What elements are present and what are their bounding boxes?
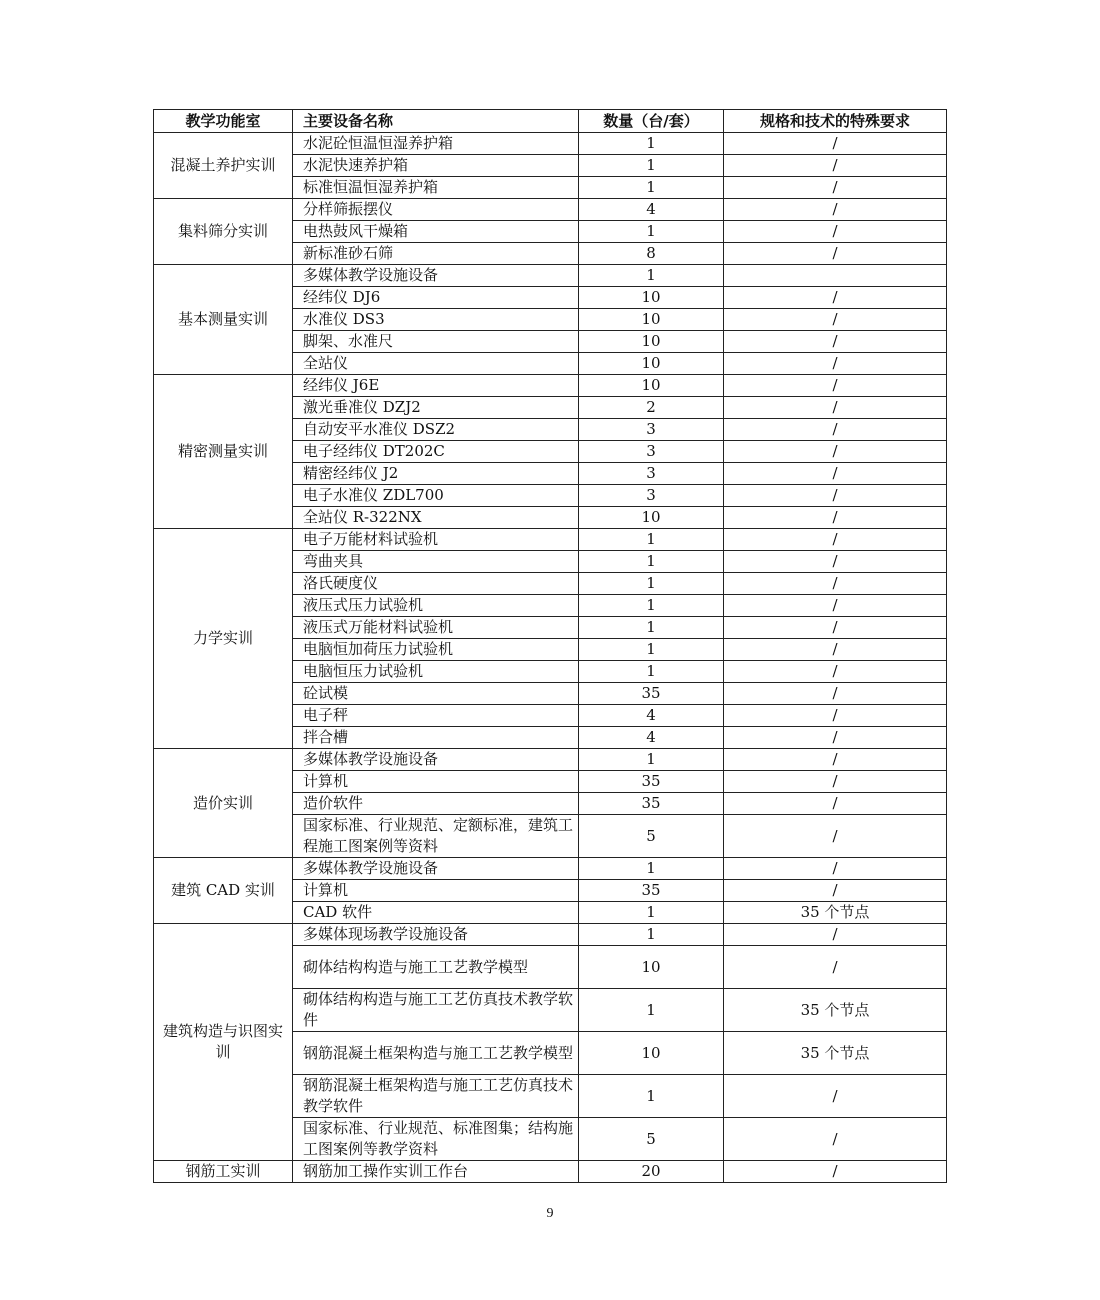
quantity-cell: 1 — [579, 551, 724, 573]
table-header-row — [154, 110, 947, 133]
table-row — [154, 529, 947, 551]
quantity-cell: 10 — [579, 507, 724, 529]
quantity-cell: 1 — [579, 177, 724, 199]
equipment-name-cell: 新标准砂石筛 — [293, 243, 579, 265]
spec-cell: / — [724, 946, 947, 989]
spec-cell: / — [724, 1075, 947, 1118]
spec-cell: / — [724, 243, 947, 265]
quantity-cell: 5 — [579, 815, 724, 858]
equipment-name-cell: 砌体结构构造与施工工艺仿真技术教学软件 — [293, 989, 579, 1032]
quantity-cell: 10 — [579, 1032, 724, 1075]
spec-cell: 35 个节点 — [724, 1032, 947, 1075]
equipment-name-cell: 电热鼓风干燥箱 — [293, 221, 579, 243]
quantity-cell: 3 — [579, 441, 724, 463]
spec-cell: / — [724, 617, 947, 639]
spec-cell: / — [724, 683, 947, 705]
spec-cell: / — [724, 595, 947, 617]
quantity-cell: 1 — [579, 858, 724, 880]
quantity-cell: 1 — [579, 989, 724, 1032]
equipment-table — [153, 109, 947, 1183]
spec-cell: 35 个节点 — [724, 989, 947, 1032]
equipment-name-cell: 洛氏硬度仪 — [293, 573, 579, 595]
spec-cell: / — [724, 793, 947, 815]
room-name-cell: 钢筋工实训 — [154, 1161, 293, 1183]
equipment-name-cell: 电子万能材料试验机 — [293, 529, 579, 551]
equipment-name-cell: 钢筋加工操作实训工作台 — [293, 1161, 579, 1183]
equipment-name-cell: 电子水准仪 ZDL700 — [293, 485, 579, 507]
equipment-name-cell: 国家标准、行业规范、定额标准，建筑工程施工图案例等资料 — [293, 815, 579, 858]
quantity-cell: 10 — [579, 331, 724, 353]
spec-cell: 35 个节点 — [724, 902, 947, 924]
equipment-name-cell: 弯曲夹具 — [293, 551, 579, 573]
quantity-cell: 10 — [579, 375, 724, 397]
equipment-name-cell: 拌合槽 — [293, 727, 579, 749]
quantity-cell: 1 — [579, 155, 724, 177]
spec-cell: / — [724, 485, 947, 507]
table-row — [154, 199, 947, 221]
spec-cell: / — [724, 353, 947, 375]
table-row — [154, 924, 947, 946]
quantity-cell: 1 — [579, 617, 724, 639]
equipment-name-cell: 水准仪 DS3 — [293, 309, 579, 331]
quantity-cell: 3 — [579, 485, 724, 507]
spec-cell: / — [724, 463, 947, 485]
spec-cell: / — [724, 287, 947, 309]
spec-cell: / — [724, 880, 947, 902]
quantity-cell: 10 — [579, 353, 724, 375]
table-row — [154, 375, 947, 397]
quantity-cell: 1 — [579, 661, 724, 683]
quantity-cell: 1 — [579, 902, 724, 924]
spec-cell: / — [724, 1161, 947, 1183]
spec-cell: / — [724, 639, 947, 661]
equipment-name-cell: 多媒体教学设施设备 — [293, 265, 579, 287]
quantity-cell: 1 — [579, 221, 724, 243]
equipment-name-cell: 电子经纬仪 DT202C — [293, 441, 579, 463]
quantity-cell: 3 — [579, 419, 724, 441]
header-spec: 规格和技术的特殊要求 — [724, 110, 947, 133]
spec-cell: / — [724, 1118, 947, 1161]
spec-cell — [724, 265, 947, 287]
equipment-name-cell: 电脑恒加荷压力试验机 — [293, 639, 579, 661]
spec-cell: / — [724, 551, 947, 573]
quantity-cell: 1 — [579, 573, 724, 595]
page-number: 9 — [546, 1206, 554, 1221]
header-equipment-name: 主要设备名称 — [293, 110, 579, 133]
equipment-name-cell: 分样筛振摆仪 — [293, 199, 579, 221]
room-name-cell: 混凝土养护实训 — [154, 133, 293, 199]
spec-cell: / — [724, 507, 947, 529]
equipment-name-cell: 电子秤 — [293, 705, 579, 727]
spec-cell: / — [724, 155, 947, 177]
equipment-name-cell: 全站仪 — [293, 353, 579, 375]
equipment-name-cell: 液压式万能材料试验机 — [293, 617, 579, 639]
equipment-name-cell: 全站仪 R-322NX — [293, 507, 579, 529]
equipment-name-cell: 自动安平水准仪 DSZ2 — [293, 419, 579, 441]
spec-cell: / — [724, 858, 947, 880]
quantity-cell: 1 — [579, 1075, 724, 1118]
equipment-name-cell: 经纬仪 DJ6 — [293, 287, 579, 309]
spec-cell: / — [724, 177, 947, 199]
quantity-cell: 35 — [579, 771, 724, 793]
room-name-cell: 造价实训 — [154, 749, 293, 858]
equipment-name-cell: 电脑恒压力试验机 — [293, 661, 579, 683]
room-name-cell: 建筑构造与识图实训 — [154, 924, 293, 1161]
quantity-cell: 4 — [579, 727, 724, 749]
quantity-cell: 10 — [579, 309, 724, 331]
table-body — [154, 133, 947, 1183]
quantity-cell: 1 — [579, 133, 724, 155]
room-name-cell: 集料筛分实训 — [154, 199, 293, 265]
quantity-cell: 1 — [579, 595, 724, 617]
spec-cell: / — [724, 771, 947, 793]
room-name-cell: 建筑 CAD 实训 — [154, 858, 293, 924]
spec-cell: / — [724, 924, 947, 946]
spec-cell: / — [724, 331, 947, 353]
quantity-cell: 35 — [579, 683, 724, 705]
equipment-name-cell: 水泥砼恒温恒湿养护箱 — [293, 133, 579, 155]
quantity-cell: 35 — [579, 793, 724, 815]
spec-cell: / — [724, 133, 947, 155]
spec-cell: / — [724, 727, 947, 749]
equipment-name-cell: 多媒体教学设施设备 — [293, 749, 579, 771]
quantity-cell: 4 — [579, 705, 724, 727]
spec-cell: / — [724, 705, 947, 727]
table-row — [154, 858, 947, 880]
table-row — [154, 265, 947, 287]
equipment-name-cell: 砼试模 — [293, 683, 579, 705]
equipment-name-cell: 多媒体现场教学设施设备 — [293, 924, 579, 946]
spec-cell: / — [724, 529, 947, 551]
quantity-cell: 1 — [579, 639, 724, 661]
spec-cell: / — [724, 221, 947, 243]
equipment-name-cell: 多媒体教学设施设备 — [293, 858, 579, 880]
quantity-cell: 1 — [579, 265, 724, 287]
equipment-name-cell: 水泥快速养护箱 — [293, 155, 579, 177]
equipment-name-cell: 国家标准、行业规范、标准图集；结构施工图案例等教学资料 — [293, 1118, 579, 1161]
header-quantity: 数量（台/套） — [579, 110, 724, 133]
equipment-name-cell: 砌体结构构造与施工工艺教学模型 — [293, 946, 579, 989]
quantity-cell: 20 — [579, 1161, 724, 1183]
quantity-cell: 1 — [579, 749, 724, 771]
equipment-name-cell: 钢筋混凝土框架构造与施工工艺仿真技术教学软件 — [293, 1075, 579, 1118]
equipment-name-cell: 精密经纬仪 J2 — [293, 463, 579, 485]
equipment-name-cell: CAD 软件 — [293, 902, 579, 924]
spec-cell: / — [724, 309, 947, 331]
table-row — [154, 749, 947, 771]
quantity-cell: 3 — [579, 463, 724, 485]
equipment-name-cell: 脚架、水准尺 — [293, 331, 579, 353]
equipment-name-cell: 造价软件 — [293, 793, 579, 815]
header-room: 教学功能室 — [154, 110, 293, 133]
spec-cell: / — [724, 419, 947, 441]
room-name-cell: 力学实训 — [154, 529, 293, 749]
room-name-cell: 基本测量实训 — [154, 265, 293, 375]
spec-cell: / — [724, 749, 947, 771]
quantity-cell: 35 — [579, 880, 724, 902]
equipment-name-cell: 钢筋混凝土框架构造与施工工艺教学模型 — [293, 1032, 579, 1075]
equipment-name-cell: 经纬仪 J6E — [293, 375, 579, 397]
quantity-cell: 5 — [579, 1118, 724, 1161]
spec-cell: / — [724, 573, 947, 595]
equipment-name-cell: 标准恒温恒湿养护箱 — [293, 177, 579, 199]
spec-cell: / — [724, 397, 947, 419]
quantity-cell: 10 — [579, 946, 724, 989]
equipment-name-cell: 液压式压力试验机 — [293, 595, 579, 617]
equipment-name-cell: 激光垂准仪 DZJ2 — [293, 397, 579, 419]
quantity-cell: 8 — [579, 243, 724, 265]
quantity-cell: 1 — [579, 924, 724, 946]
spec-cell: / — [724, 661, 947, 683]
equipment-name-cell: 计算机 — [293, 880, 579, 902]
spec-cell: / — [724, 815, 947, 858]
quantity-cell: 2 — [579, 397, 724, 419]
spec-cell: / — [724, 441, 947, 463]
quantity-cell: 4 — [579, 199, 724, 221]
table-row — [154, 1161, 947, 1183]
room-name-cell: 精密测量实训 — [154, 375, 293, 529]
quantity-cell: 1 — [579, 529, 724, 551]
table-row — [154, 133, 947, 155]
spec-cell: / — [724, 375, 947, 397]
equipment-name-cell: 计算机 — [293, 771, 579, 793]
spec-cell: / — [724, 199, 947, 221]
quantity-cell: 10 — [579, 287, 724, 309]
